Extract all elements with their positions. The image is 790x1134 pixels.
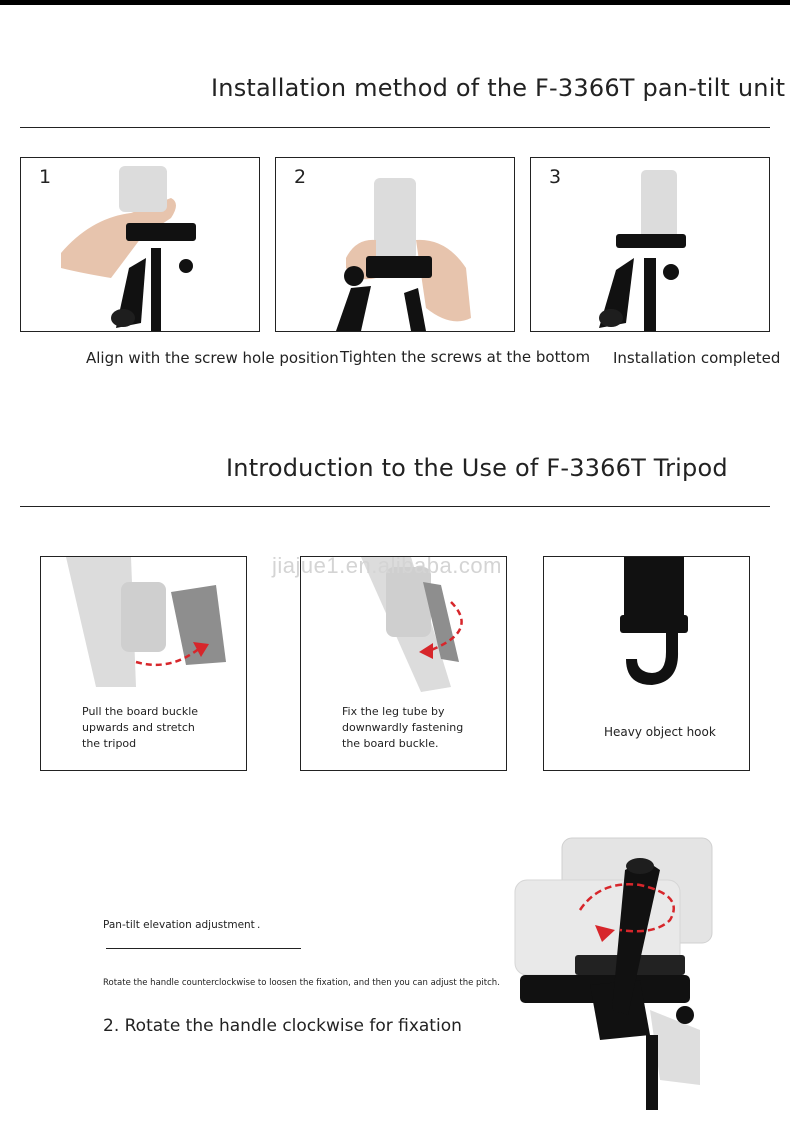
card1 — [40, 556, 247, 771]
step1-illustration — [21, 158, 259, 331]
step3-number: 3 — [549, 166, 562, 188]
step1-image — [20, 157, 260, 332]
step2-illustration — [276, 158, 514, 331]
top-border — [0, 0, 790, 5]
card1-line1: Pull the board buckle — [82, 705, 199, 718]
section2-divider — [20, 506, 770, 507]
section2-title: Introduction to the Use of F-3366T Tripod — [226, 454, 728, 482]
card3-line1: Heavy object hook — [604, 725, 716, 739]
card1-line3: the tripod — [82, 737, 137, 750]
card2 — [300, 556, 507, 771]
card1-line2: upwards and stretch — [82, 721, 195, 734]
watermark: jiajue1.en.alibaba.com — [272, 553, 502, 578]
label-underline — [106, 948, 301, 949]
step2-number: 2 — [294, 166, 307, 188]
step3-illustration — [531, 158, 769, 331]
pan-tilt-label: Pan-tilt elevation adjustment — [103, 919, 255, 931]
card1-illustration — [41, 557, 246, 770]
section1-title: Installation method of the F-3366T pan-tilt unit — [211, 74, 786, 102]
step2-image — [275, 157, 515, 332]
section1-divider — [20, 127, 770, 128]
card2-line2: downwardly fastening — [342, 721, 464, 734]
pitch-note: Rotate the handle counterclockwise to loosen the fixation, and then you can adjust the pitch. — [103, 978, 500, 988]
step2-caption: Tighten the screws at the bottom — [340, 348, 591, 366]
step3-image — [530, 157, 770, 332]
step1-caption: Align with the screw hole position — [86, 349, 339, 367]
card3 — [543, 556, 750, 771]
card2-line3: the board buckle. — [342, 737, 439, 750]
fixation-step: 2. Rotate the handle clockwise for fixation — [103, 1016, 462, 1036]
label-dot: . — [257, 919, 261, 931]
step1-number: 1 — [39, 166, 52, 188]
step3-caption: Installation completed — [613, 349, 781, 367]
card2-line1: Fix the leg tube by — [342, 705, 445, 718]
